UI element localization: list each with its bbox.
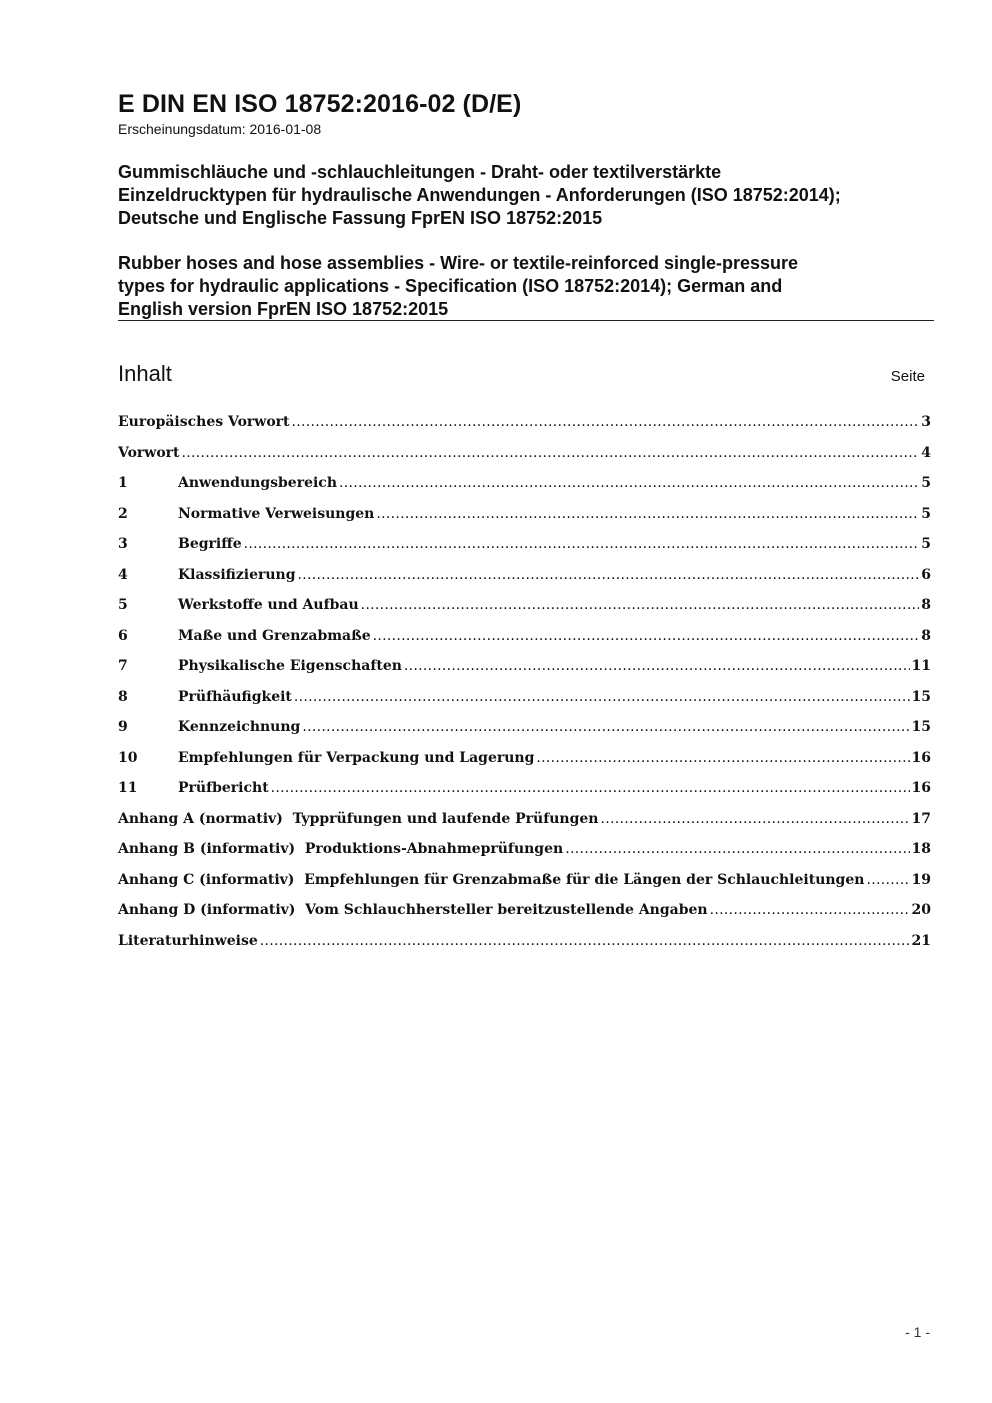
document-id: E DIN EN ISO 18752:2016-02 (D/E) — [118, 90, 522, 118]
toc-entry-number: 4 — [118, 566, 128, 583]
toc-dot-leader — [244, 536, 920, 552]
page-number: - 1 - — [905, 1324, 930, 1340]
toc-dot-leader — [600, 811, 909, 827]
toc-entry[interactable] — [118, 414, 931, 445]
toc-entry-page: 8 — [921, 597, 931, 613]
toc-entry[interactable] — [118, 811, 931, 842]
toc-entry[interactable] — [118, 597, 931, 628]
toc-entry[interactable] — [118, 628, 931, 659]
toc-entry-page: 15 — [911, 719, 931, 735]
toc-entry-number: 7 — [118, 658, 128, 674]
toc-dot-leader — [376, 506, 919, 522]
toc-dot-leader — [298, 567, 920, 583]
toc-entry-title: Maße und Grenzabmaße — [178, 627, 371, 644]
toc-entry-page: 4 — [921, 444, 931, 461]
toc-entry-title: Europäisches Vorwort — [118, 414, 290, 430]
toc-entry[interactable] — [118, 719, 931, 750]
toc-entry[interactable] — [118, 933, 931, 964]
toc-dot-leader — [710, 902, 910, 918]
toc-entry-number: 8 — [118, 688, 128, 705]
toc-entry-title: Empfehlungen für Verpackung und Lagerung — [178, 749, 535, 766]
toc-entry-title: Prüfhäufigkeit — [178, 688, 292, 705]
toc-entry-number: 9 — [118, 719, 128, 735]
toc-entry-page: 6 — [921, 566, 931, 583]
toc-dot-leader — [302, 719, 909, 735]
toc-entry-title: Werkstoffe und Aufbau — [178, 597, 359, 613]
title-german-line: Gummischläuche und -schlauchleitungen - Draht- oder textilverstärkte — [118, 162, 722, 182]
toc-entry-page: 16 — [911, 749, 931, 766]
toc-entry-page: 18 — [911, 841, 931, 857]
toc-entry-page: 21 — [911, 932, 931, 949]
toc-entry-number: 3 — [118, 536, 128, 552]
toc-entry[interactable] — [118, 567, 931, 598]
toc-entry[interactable] — [118, 658, 931, 689]
toc-entry[interactable] — [118, 445, 931, 476]
toc-dot-leader — [373, 628, 920, 644]
toc-entry-page: 20 — [911, 902, 931, 918]
toc-dot-leader — [361, 597, 920, 613]
toc-entry[interactable] — [118, 872, 931, 903]
toc-entry-page: 5 — [921, 475, 931, 491]
title-english-line: types for hydraulic applications - Specification (ISO 18752:2014); German and — [118, 276, 783, 296]
toc-entry-title: Anhang B (informativ) Produktions-Abnahmeprüfungen — [118, 841, 564, 857]
toc-entry-title: Kennzeichnung — [178, 719, 301, 735]
toc-dot-leader — [292, 414, 920, 430]
toc-entry-title: Anhang D (informativ) Vom Schlauchhersteller bereitzustellende Angaben — [118, 902, 708, 918]
toc-entry-number: 6 — [118, 627, 128, 644]
toc-entry-page: 5 — [921, 536, 931, 552]
toc-entry-page: 5 — [921, 505, 931, 522]
toc-entry-title: Vorwort — [118, 444, 180, 461]
toc-entry-page: 15 — [911, 688, 931, 705]
title-german-line: Einzeldrucktypen für hydraulische Anwendungen - Anforderungen (ISO 18752:2014); — [118, 185, 841, 205]
toc-entry[interactable] — [118, 536, 931, 567]
toc-entry-title: Prüfbericht — [178, 780, 269, 796]
toc-entry-page: 17 — [911, 810, 931, 827]
toc-entry[interactable] — [118, 475, 931, 506]
toc-entry-page: 8 — [921, 627, 931, 644]
toc-dot-leader — [565, 841, 909, 857]
toc-entry-title: Physikalische Eigenschaften — [178, 658, 402, 674]
toc-entry-number: 1 — [118, 475, 128, 491]
toc-page-label: Seite — [890, 368, 925, 385]
title-english-line: Rubber hoses and hose assemblies - Wire- or textile-reinforced single-pressure — [118, 253, 799, 273]
title-german-line: Deutsche und Englische Fassung FprEN ISO 18752:2015 — [118, 208, 603, 228]
toc-entry-page: 3 — [921, 414, 931, 430]
toc-entry-page: 16 — [911, 780, 931, 796]
toc-heading: Inhalt — [118, 361, 172, 386]
title-divider — [118, 320, 934, 321]
toc-entry-title: Literaturhinweise — [118, 932, 258, 949]
publication-date: Erscheinungsdatum: 2016-01-08 — [118, 121, 322, 137]
toc-entry[interactable] — [118, 689, 931, 720]
toc-dot-leader — [339, 475, 919, 491]
toc-dot-leader — [866, 872, 909, 888]
toc-entry-number: 5 — [118, 597, 128, 613]
toc-dot-leader — [182, 445, 920, 461]
toc-entry-title: Anhang A (normativ) Typprüfungen und laufende Prüfungen — [118, 810, 599, 827]
toc-entry[interactable] — [118, 750, 931, 781]
title-english — [118, 252, 918, 321]
toc-dot-leader — [536, 750, 909, 766]
toc-entry-page: 19 — [911, 871, 931, 888]
table-of-contents — [118, 414, 931, 963]
toc-entry-page: 11 — [911, 658, 931, 674]
toc-entry-title: Klassifizierung — [178, 566, 296, 583]
toc-entry-title: Normative Verweisungen — [178, 505, 375, 522]
toc-dot-leader — [271, 780, 910, 796]
toc-dot-leader — [260, 933, 910, 949]
toc-entry-number: 10 — [118, 749, 138, 766]
toc-dot-leader — [294, 689, 910, 705]
toc-entry-number: 11 — [118, 780, 138, 796]
toc-dot-leader — [404, 658, 910, 674]
toc-entry[interactable] — [118, 506, 931, 537]
title-german — [118, 161, 948, 230]
toc-entry-number: 2 — [118, 505, 128, 522]
toc-entry-title: Anwendungsbereich — [178, 475, 337, 491]
toc-entry[interactable] — [118, 902, 931, 933]
title-english-line: English version FprEN ISO 18752:2015 — [118, 299, 449, 319]
toc-entry[interactable] — [118, 841, 931, 872]
toc-entry-title: Anhang C (informativ) Empfehlungen für Grenzabmaße für die Längen der Schlauchleitungen — [118, 871, 865, 888]
toc-entry[interactable] — [118, 780, 931, 811]
toc-entry-title: Begriffe — [178, 536, 242, 552]
